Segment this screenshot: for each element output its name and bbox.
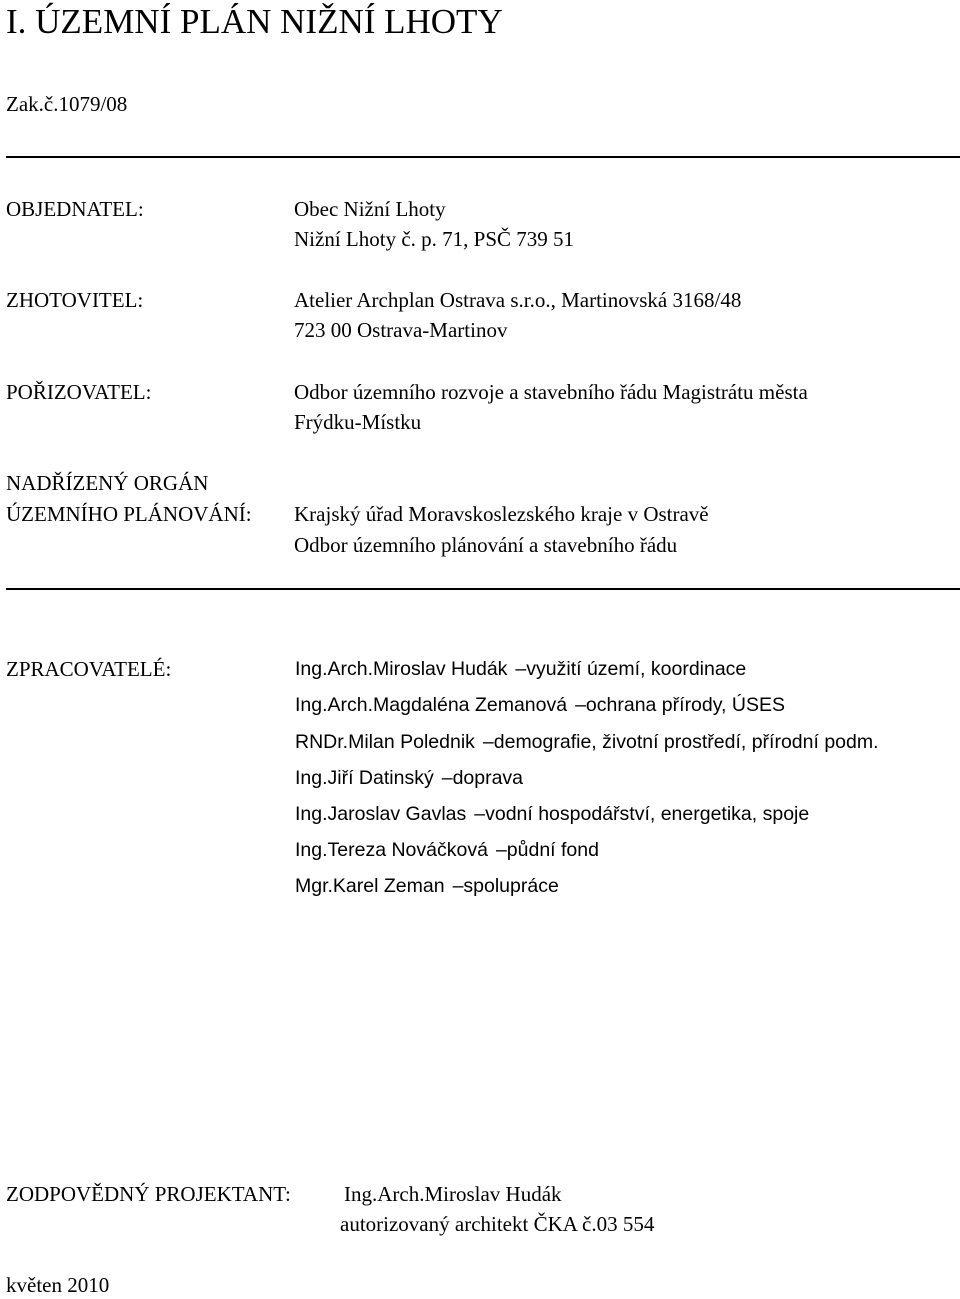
zpracovatel-name: Ing.Jaroslav Gavlas (295, 803, 467, 825)
projektant-label: ZODPOVĚDNÝ PROJEKTANT: (6, 1182, 291, 1206)
nadrizeny-organ-line-1: Krajský úřad Moravskoslezského kraje v Ostravě (294, 502, 709, 526)
zpracovatel-name: Ing.Tereza Nováčková (295, 839, 488, 861)
zpracovatel-name: Ing.Arch.Miroslav Hudák (295, 658, 508, 680)
zpracovatel-row (295, 872, 559, 900)
document-title: I. ÚZEMNÍ PLÁN NIŽNÍ LHOTY (6, 2, 503, 41)
objednatel-line-1: Obec Nižní Lhoty (294, 197, 446, 221)
zpracovatel-row (295, 728, 879, 756)
middle-divider (6, 588, 960, 590)
zpracovatel-role: –využití území, koordinace (515, 658, 747, 680)
nadrizeny-organ-label-line-2: ÚZEMNÍHO PLÁNOVÁNÍ: (6, 502, 252, 526)
porizovatel-label: POŘIZOVATEL: (6, 380, 152, 404)
zpracovatel-row (295, 800, 809, 828)
zpracovatel-row (295, 691, 785, 719)
zpracovatel-name: RNDr.Milan Polednik (295, 731, 475, 753)
zpracovatel-name: Mgr.Karel Zeman (295, 875, 445, 897)
zpracovatel-role: –půdní fond (495, 839, 599, 861)
zpracovatel-role: –doprava (441, 767, 524, 789)
projektant-title: autorizovaný architekt ČKA č.03 554 (340, 1212, 655, 1236)
top-divider (6, 156, 960, 158)
order-number: Zak.č.1079/08 (6, 92, 128, 116)
zpracovatele-label: ZPRACOVATELÉ: (6, 657, 172, 681)
objednatel-label: OBJEDNATEL: (6, 197, 144, 221)
zhotovitel-line-1: Atelier Archplan Ostrava s.r.o., Martinovská 3168/48 (294, 288, 742, 312)
zpracovatel-row (295, 764, 523, 792)
zhotovitel-label: ZHOTOVITEL: (6, 288, 144, 312)
zpracovatel-role: –vodní hospodářství, energetika, spoje (474, 803, 810, 825)
nadrizeny-organ-line-2: Odbor územního plánování a stavebního řádu (294, 533, 678, 557)
zpracovatel-role: –demografie, životní prostředí, přírodní podm. (482, 731, 879, 753)
porizovatel-line-2: Frýdku-Místku (294, 410, 422, 434)
zpracovatel-row (295, 655, 746, 683)
zpracovatel-row (295, 836, 599, 864)
objednatel-line-2: Nižní Lhoty č. p. 71, PSČ 739 51 (294, 227, 575, 251)
zpracovatel-name: Ing.Jiří Datinský (295, 767, 434, 789)
zpracovatel-name: Ing.Arch.Magdaléna Zemanová (295, 694, 568, 716)
projektant-name: Ing.Arch.Miroslav Hudák (344, 1182, 562, 1206)
document-date: květen 2010 (6, 1273, 110, 1297)
porizovatel-line-1: Odbor územního rozvoje a stavebního řádu Magistrátu města (294, 380, 808, 404)
nadrizeny-organ-label-line-1: NADŘÍZENÝ ORGÁN (6, 471, 209, 495)
zhotovitel-line-2: 723 00 Ostrava-Martinov (294, 318, 508, 342)
zpracovatel-role: –spolupráce (452, 875, 559, 897)
zpracovatel-role: –ochrana přírody, ÚSES (575, 694, 785, 716)
